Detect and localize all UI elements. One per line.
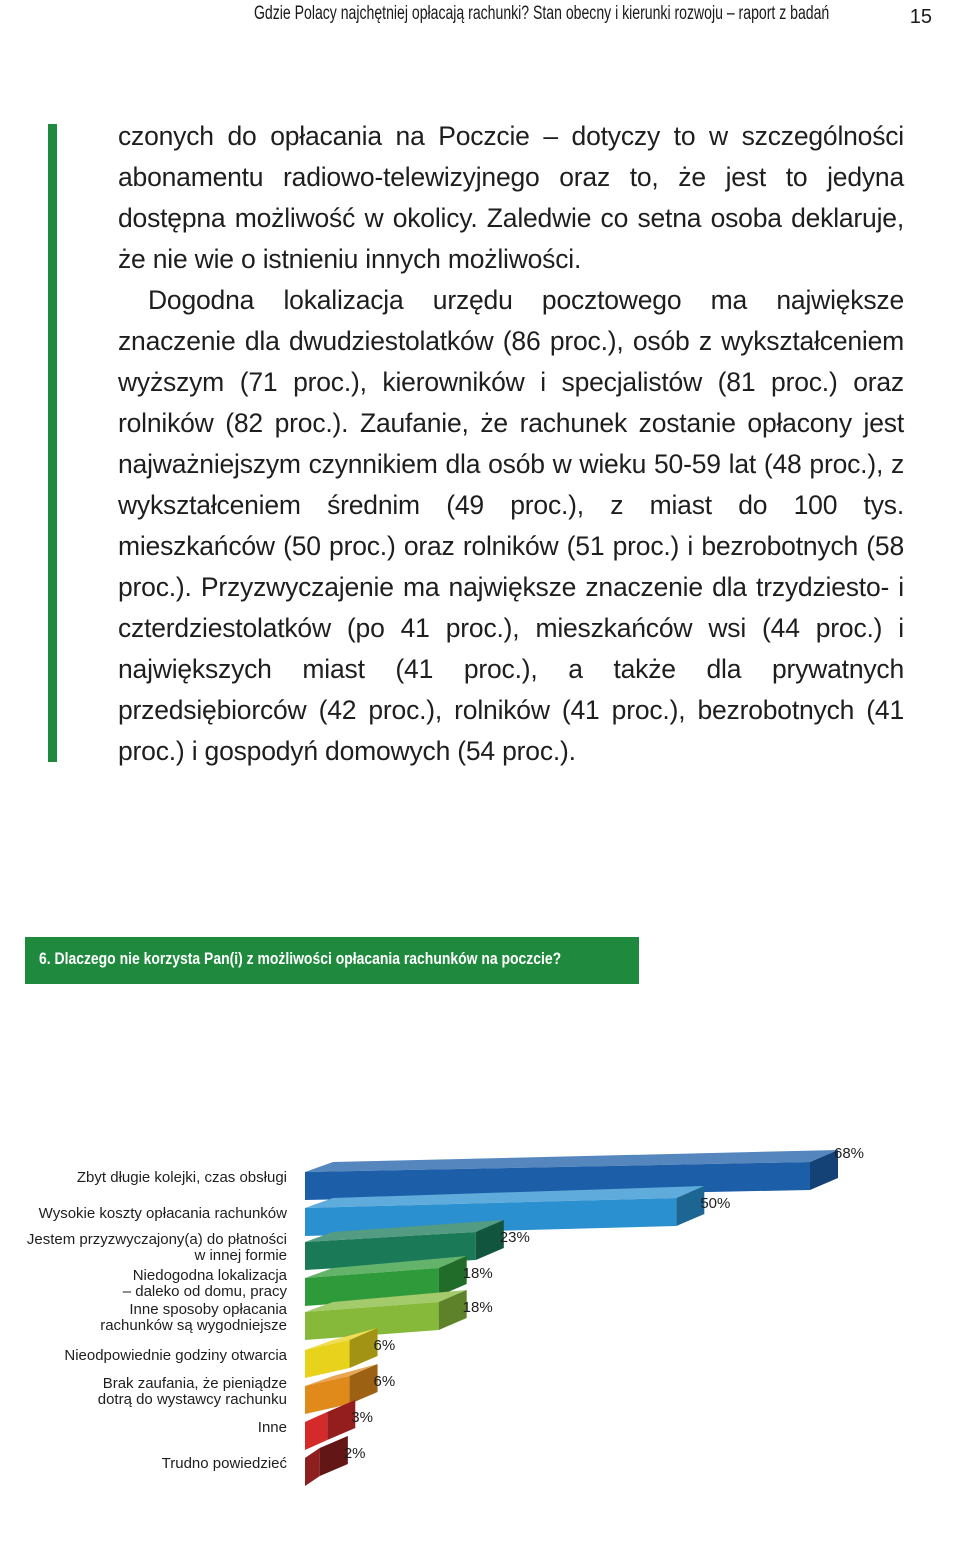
- chart-title: 6. Dlaczego nie korzysta Pan(i) z możliwości opłacania rachunków na poczcie?: [39, 949, 562, 968]
- category-label: Brak zaufania, że pieniądze: [102, 1375, 287, 1392]
- running-header: [0, 3, 960, 29]
- page-number: 15: [909, 6, 932, 28]
- category-label: Wysokie koszty opłacania rachunków: [38, 1205, 287, 1222]
- running-title: Gdzie Polacy najchętniej opłacają rachunki? Stan obecny i kierunki rozwoju – raport z badań: [254, 3, 830, 24]
- category-label: – daleko od domu, pracy: [122, 1283, 287, 1300]
- category-label: Inne: [257, 1419, 287, 1436]
- category-label: Zbyt długie kolejki, czas obsługi: [76, 1169, 287, 1186]
- category-label: Trudno powiedzieć: [161, 1455, 287, 1472]
- bar-chart: [0, 1090, 960, 1510]
- value-label: 23%: [499, 1229, 530, 1246]
- value-label: 68%: [834, 1145, 865, 1162]
- paragraph: czonych do opłacania na Poczcie – dotyczy to w szczególności abonamentu radiowo-telewizyjnego oraz to, że jest to jedyna dostępna możliwość w okolicy. Zaledwie co setna osoba deklaruje, że nie wie o istnieniu innych możliwości.: [118, 121, 904, 274]
- category-label: Nieodpowiednie godziny otwarcia: [64, 1347, 287, 1364]
- category-label: dotrą do wystawcy rachunku: [97, 1391, 287, 1408]
- value-label: 50%: [700, 1195, 731, 1212]
- category-label: Niedogodna lokalizacja: [132, 1267, 287, 1284]
- bar: [305, 1448, 320, 1486]
- category-label: w innej formie: [194, 1247, 287, 1264]
- value-label: 6%: [373, 1373, 396, 1390]
- accent-bar: [48, 124, 57, 762]
- category-label: Inne sposoby opłacania: [129, 1301, 287, 1318]
- bar: [305, 1412, 327, 1450]
- value-label: 3%: [351, 1409, 373, 1426]
- value-label: 18%: [462, 1265, 493, 1282]
- body-text: [118, 116, 904, 772]
- value-label: 2%: [343, 1445, 366, 1462]
- chart-title-box: [25, 937, 639, 984]
- category-label: Jestem przyzwyczajony(a) do płatności: [26, 1231, 287, 1248]
- value-label: 6%: [373, 1337, 396, 1354]
- value-label: 18%: [462, 1299, 493, 1316]
- bar: [305, 1340, 350, 1378]
- category-label: rachunków są wygodniejsze: [100, 1317, 287, 1334]
- paragraph: Dogodna lokalizacja urzędu pocztowego ma największe znaczenie dla dwudziestolatków (86 proc.), osób z wykształceniem wyższym (71 proc.), kierowników i specjalistów (81 proc.) oraz rolników (82 proc.). Zaufanie, że rachunek zostanie opłacony jest najważniejszym czynnikiem dla osób w wieku 50-59 lat (48 proc.), z wykształceniem średnim (49 proc.), z miast do 100 tys. mieszkańców (50 proc.) oraz rolników (51 proc.) i bezrobotnych (58 proc.). Przyzwyczajenie ma największe znaczenie dla trzydziesto- i czterdziestolatków (po 41 proc.), mieszkańców wsi (44 proc.) i największych miast (41 proc.), a także dla prywatnych przedsiębiorców (42 proc.), rolników (41 proc.), bezrobotnych (41 proc.) i gospodyń domowych (54 proc.).: [118, 285, 904, 766]
